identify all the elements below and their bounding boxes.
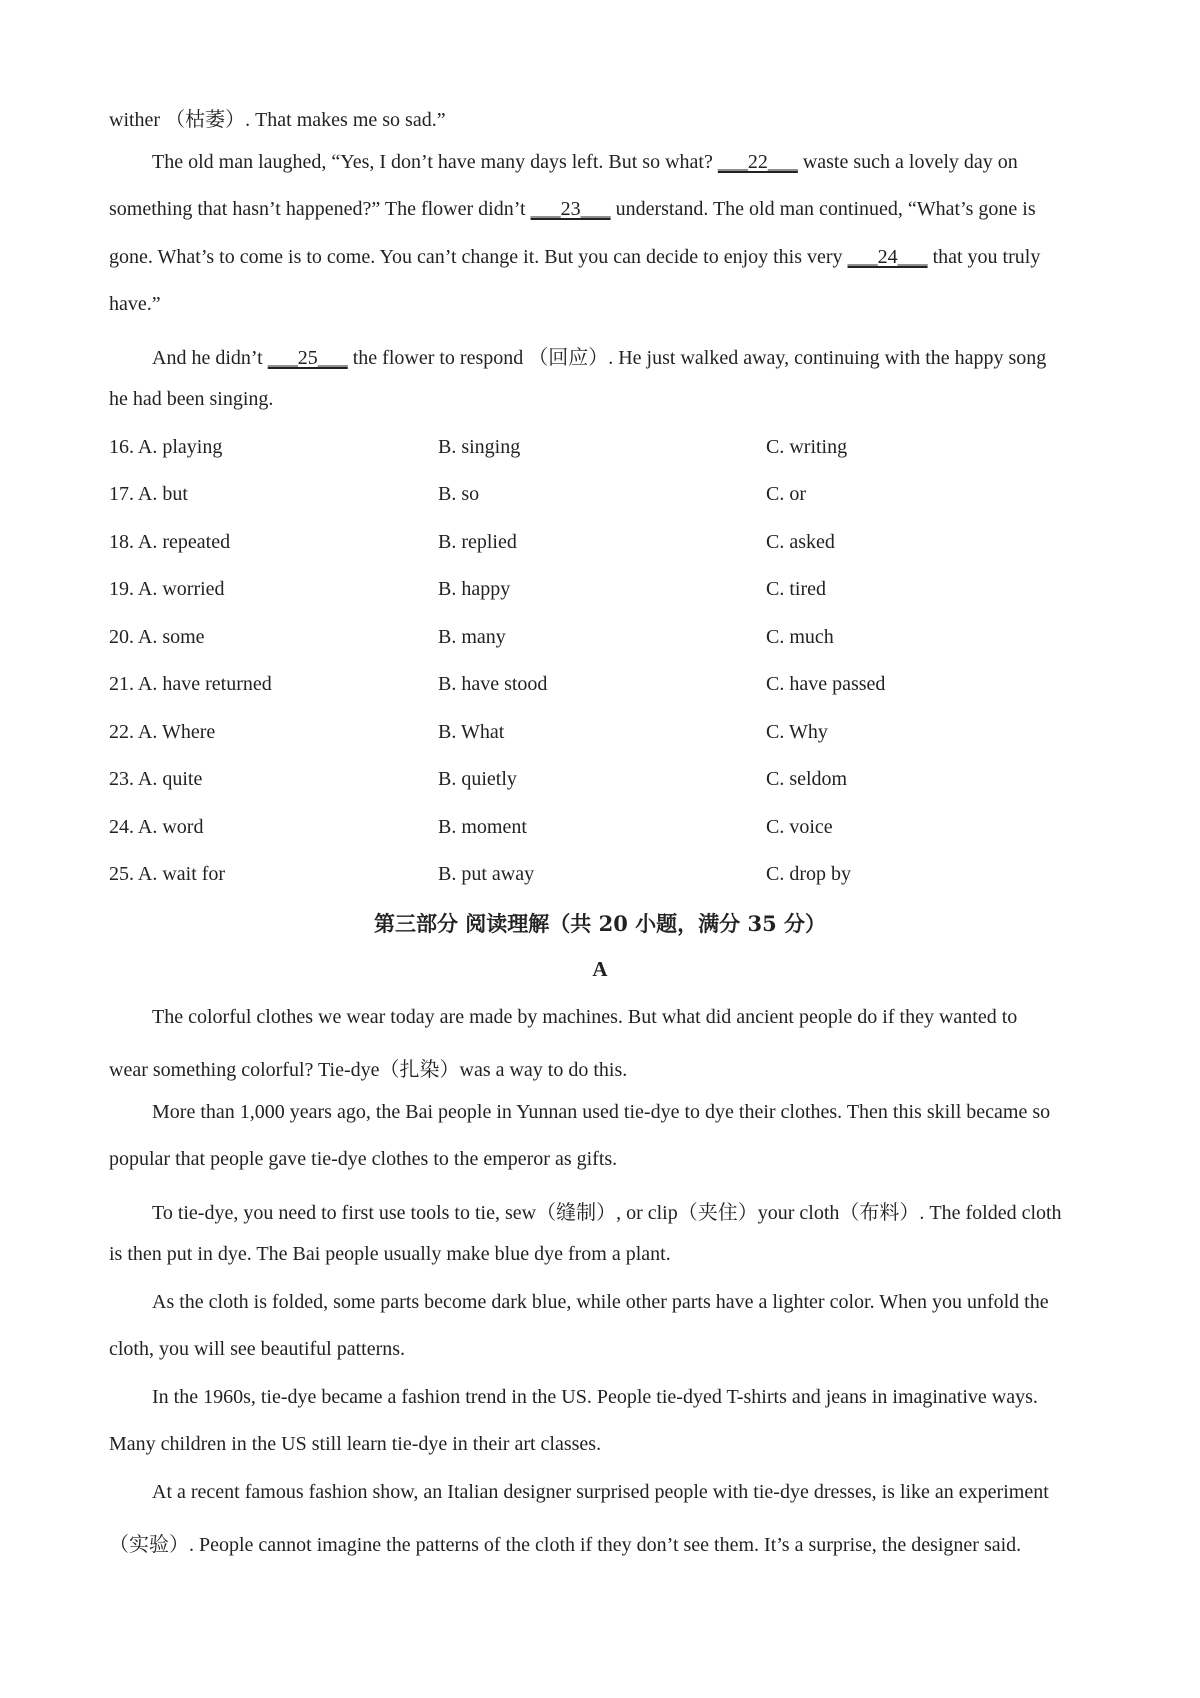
option-a: 21. A. have returned xyxy=(109,673,272,695)
option-b: B. so xyxy=(438,483,480,505)
section-heading: 第三部分 阅读理解（共 20 小题，满分 35 分） xyxy=(373,911,826,936)
reading-line: （实验）. People cannot imagine the patterns of the cloth if they don’t see them. It’s a surprise, the designer said. xyxy=(109,1534,1022,1556)
option-c: C. much xyxy=(766,626,834,648)
option-c: C. writing xyxy=(766,436,848,458)
option-b: B. What xyxy=(438,721,505,743)
option-b: B. many xyxy=(438,626,506,648)
option-b: B. happy xyxy=(438,578,511,600)
reading-line: wear something colorful? Tie-dye（扎染）was a way to do this. xyxy=(109,1059,628,1081)
option-b: B. have stood xyxy=(438,673,548,695)
reading-line: More than 1,000 years ago, the Bai people in Yunnan used tie-dye to dye their clothes. Then this skill became so xyxy=(152,1101,1051,1123)
passage-paragraph xyxy=(152,151,1018,174)
option-c: C. drop by xyxy=(766,863,851,885)
reading-line: The colorful clothes we wear today are made by machines. But what did ancient people do if they wanted to xyxy=(152,1006,1018,1028)
passage-text: waste such a lovely day on xyxy=(797,151,1018,173)
option-a: 22. A. Where xyxy=(109,721,216,743)
option-b: B. quietly xyxy=(438,768,517,790)
option-a: 23. A. quite xyxy=(109,768,203,790)
option-a: 24. A. word xyxy=(109,816,204,838)
passage-text: The old man laughed, “Yes, I don’t have many days left. But so what? xyxy=(152,151,718,173)
reading-line: Many children in the US still learn tie-dye in their art classes. xyxy=(109,1433,602,1455)
reading-line: As the cloth is folded, some parts become dark blue, while other parts have a lighter color. When you unfold the xyxy=(152,1291,1049,1313)
option-a: 19. A. worried xyxy=(109,578,225,600)
option-c: C. tired xyxy=(766,578,826,600)
passage-line: wither （枯萎）. That makes me so sad.” xyxy=(109,109,446,131)
passage-text: something that hasn’t happened?” The flower didn’t xyxy=(109,198,531,220)
blank-24: ___24___ xyxy=(847,246,928,268)
reading-line: is then put in dye. The Bai people usually make blue dye from a plant. xyxy=(109,1243,671,1265)
passage-text: gone. What’s to come is to come. You can’t change it. But you can decide to enjoy this very xyxy=(109,246,848,268)
option-c: C. voice xyxy=(766,816,833,838)
reading-line: In the 1960s, tie-dye became a fashion trend in the US. People tie-dyed T-shirts and jeans in imaginative ways. xyxy=(152,1386,1038,1408)
passage-text: that you truly xyxy=(927,246,1041,268)
passage-line xyxy=(109,198,1036,221)
passage-text: understand. The old man continued, “What’s gone is xyxy=(610,198,1036,220)
option-a: 25. A. wait for xyxy=(109,863,226,885)
option-a: 17. A. but xyxy=(109,483,188,505)
passage-line xyxy=(109,246,1040,269)
passage-line: have.” xyxy=(109,293,161,315)
reading-line: popular that people gave tie-dye clothes to the emperor as gifts. xyxy=(109,1148,618,1170)
passage-text: the flower to respond （回应）. He just walked away, continuing with the happy song xyxy=(347,347,1047,369)
option-b: B. put away xyxy=(438,863,535,885)
option-c: C. Why xyxy=(766,721,828,743)
blank-25: ___25___ xyxy=(267,347,348,369)
section-letter: A xyxy=(592,957,608,981)
option-a: 18. A. repeated xyxy=(109,531,231,553)
option-a: 20. A. some xyxy=(109,626,205,648)
option-b: B. singing xyxy=(438,436,521,458)
reading-line: cloth, you will see beautiful patterns. xyxy=(109,1338,406,1360)
option-b: B. replied xyxy=(438,531,517,553)
passage-line: he had been singing. xyxy=(109,388,274,410)
option-c: C. have passed xyxy=(766,673,886,695)
option-c: C. or xyxy=(766,483,806,505)
option-b: B. moment xyxy=(438,816,527,838)
option-a: 16. A. playing xyxy=(109,436,223,458)
reading-line: To tie-dye, you need to first use tools to tie, sew（缝制）, or clip（夹住）your cloth（布料）. The folded cloth xyxy=(152,1202,1062,1224)
blank-22: ___22___ xyxy=(717,151,798,173)
reading-line: At a recent famous fashion show, an Italian designer surprised people with tie-dye dresses, is like an experiment xyxy=(152,1481,1049,1503)
passage-paragraph xyxy=(152,341,1046,370)
blank-23: ___23___ xyxy=(530,198,611,220)
option-c: C. asked xyxy=(766,531,835,553)
passage-text: And he didn’t xyxy=(152,347,268,369)
option-c: C. seldom xyxy=(766,768,848,790)
